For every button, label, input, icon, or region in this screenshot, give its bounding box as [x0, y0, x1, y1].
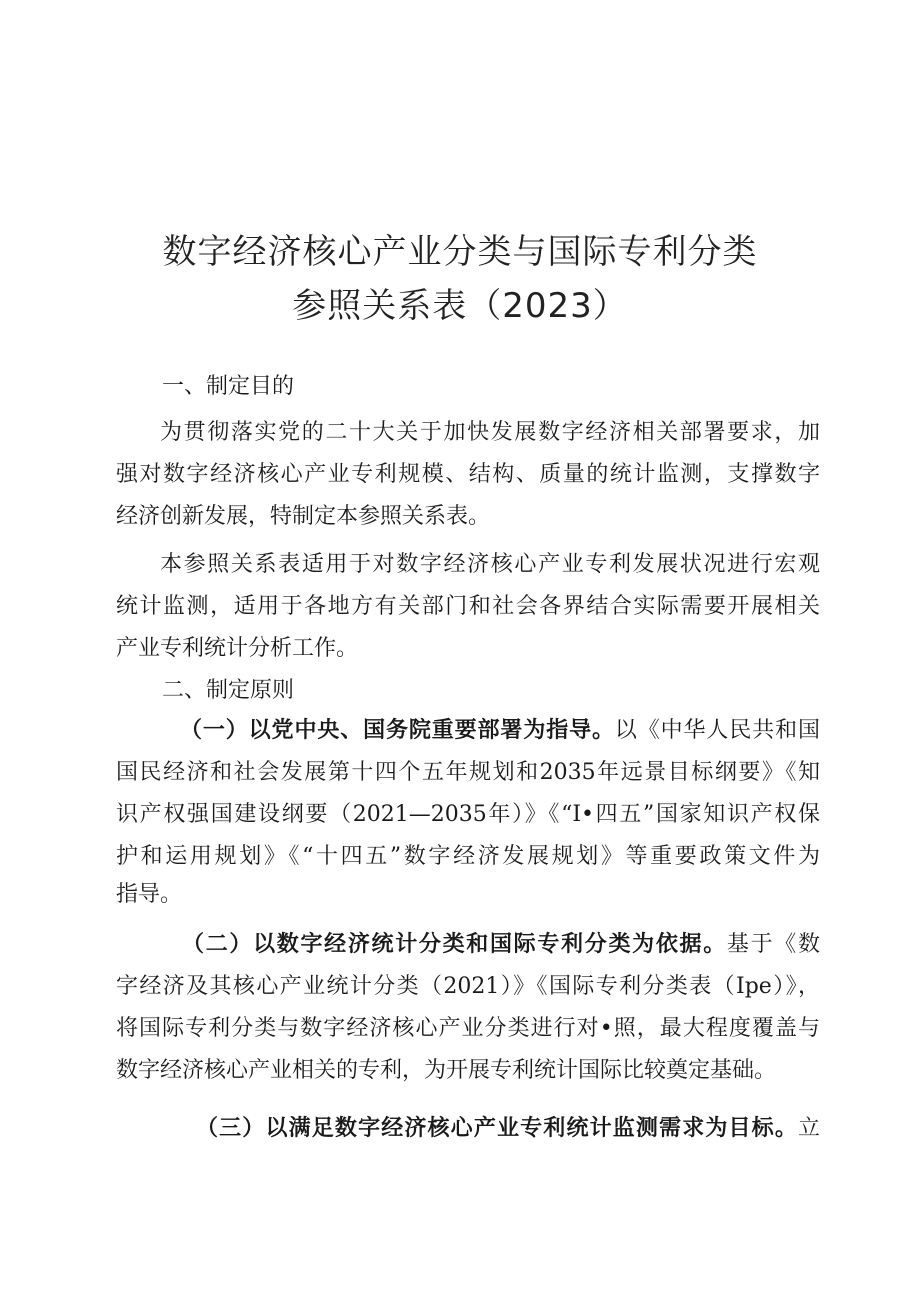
section-2-heading: 二、制定原则: [162, 678, 295, 703]
purpose-para-2-line-3: 产业专利统计分析工作。: [116, 636, 359, 661]
principle-1-line-5: 指导。: [116, 882, 183, 907]
principle-3-bold-lead: （三）以满足数字经济核心产业专利统计监测需求为目标。: [196, 1116, 798, 1141]
purpose-para-1-line-3: 经济创新发展，特制定本参照关系表。: [116, 504, 491, 529]
document-title-line-2: 参照关系表（2023）: [292, 286, 628, 326]
section-1-heading: 一、制定目的: [162, 374, 295, 399]
principle-2-first-rest: 基于《数: [726, 932, 820, 957]
principle-3-first-rest: 立: [797, 1116, 820, 1141]
purpose-para-2-line-2: 统计监测，适用于各地方有关部门和社会各界结合实际需要开展相关: [116, 594, 820, 619]
principle-1-line-3: 识产权强国建设纲要（2021—2035年）》《“I•四五”国家知识产权保: [116, 802, 820, 827]
principle-1-line-2: 国民经济和社会发展第十四个五年规划和2035年远景目标纲要》《知: [116, 760, 820, 785]
principle-2-line-3: 将国际专利分类与数字经济核心产业分类进行对•照，最大程度覆盖与: [116, 1016, 820, 1041]
purpose-para-1-line-2: 强对数字经济核心产业专利规模、结构、质量的统计监测，支撑数字: [116, 462, 820, 487]
principle-2-bold-lead: （二）以数字经济统计分类和国际专利分类为依据。: [182, 932, 727, 957]
principle-2-line-4: 数字经济核心产业相关的专利，为开展专利统计国际比较奠定基础。: [116, 1058, 777, 1083]
principle-1-first-rest: 以《中华人民共和国: [614, 718, 820, 743]
principle-1-line-1: [180, 716, 820, 746]
principle-3-line-1: [196, 1114, 820, 1144]
purpose-para-2-line-1: 本参照关系表适用于对数字经济核心产业专利发展状况进行宏观: [160, 552, 820, 577]
principle-1-bold-lead: （一）以党中央、国务院重要部署为指导。: [180, 718, 615, 743]
principle-1-line-4: 护和运用规划》《“十四五”数字经济发展规划》等重要政策文件为: [116, 844, 820, 869]
principle-2-line-2: 字经济及其核心产业统计分类（2021）》《国际专利分类表（Ipe）》，: [116, 974, 820, 999]
purpose-para-1-line-1: 为贯彻落实党的二十大关于加快发展数字经济相关部署要求，加: [160, 420, 820, 445]
principle-2-line-1: [182, 930, 820, 960]
document-title-line-1: 数字经济核心产业分类与国际专利分类: [162, 232, 758, 272]
